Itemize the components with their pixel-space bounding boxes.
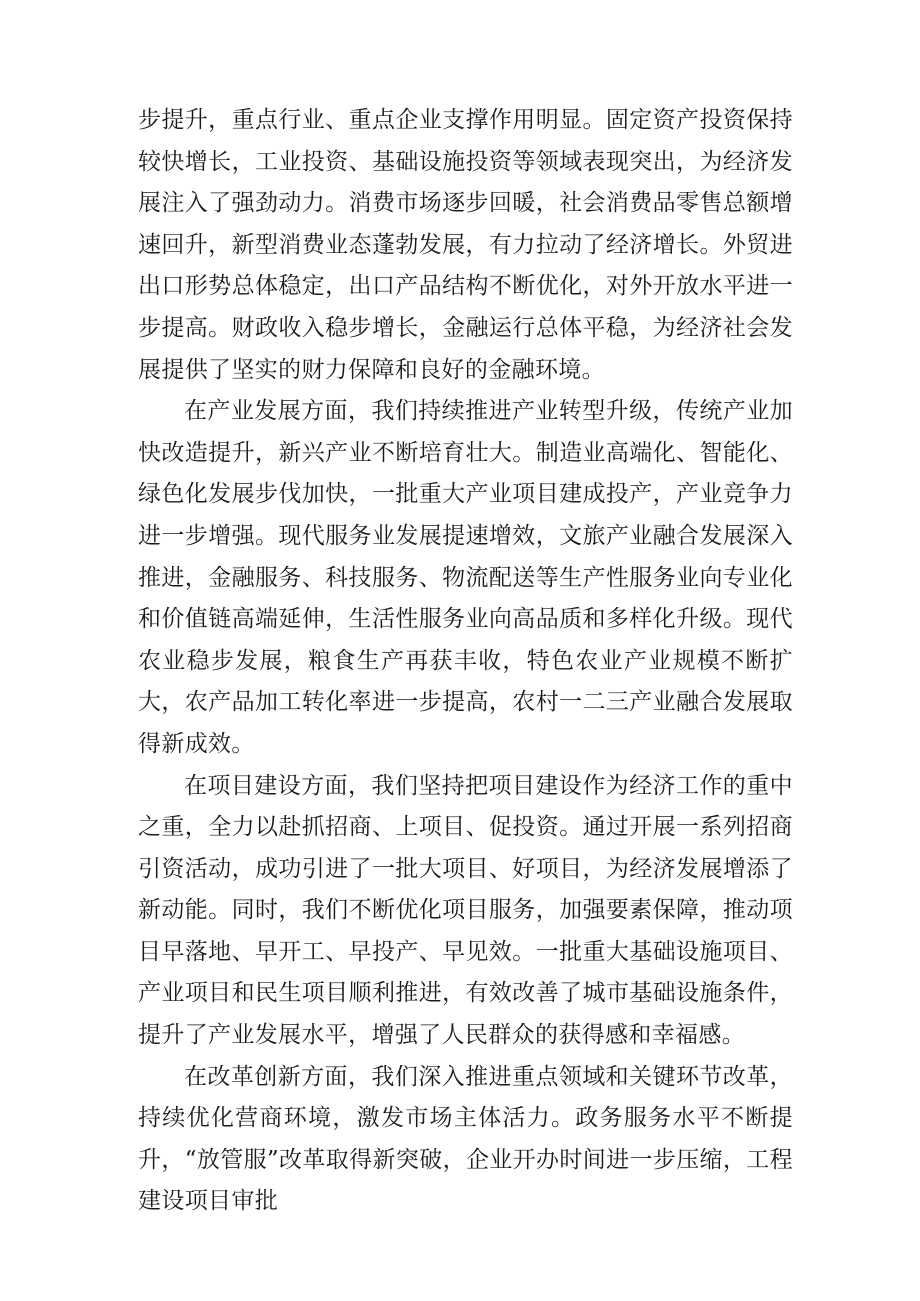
document-body <box>138 100 793 1223</box>
paragraph-economy: 步提升，重点行业、重点企业支撑作用明显。固定资产投资保持较快增长，工业投资、基础设施投资等领域表现突出，为经济发展注入了强劲动力。消费市场逐步回暖，社会消费品零售总额增速回升，新型消费业态蓬勃发展，有力拉动了经济增长。外贸进出口形势总体稳定，出口产品结构不断优化，对外开放水平进一步提高。财政收入稳步增长，金融运行总体平稳，为经济社会发展提供了坚实的财力保障和良好的金融环境。 <box>138 107 793 383</box>
paragraph-projects: 在项目建设方面，我们坚持把项目建设作为经济工作的重中之重，全力以赴抓招商、上项目、促投资。通过开展一系列招商引资活动，成功引进了一批大项目、好项目，为经济发展增添了新动能。同时，我们不断优化项目服务，加强要素保障，推动项目早落地、早开工、早投产、早见效。一批重大基础设施项目、产业项目和民生项目顺利推进，有效改善了城市基础设施条件，提升了产业发展水平，增强了人民群众的获得感和幸福感。 <box>138 772 793 1049</box>
paragraph-industry: 在产业发展方面，我们持续推进产业转型升级，传统产业加快改造提升，新兴产业不断培育壮大。制造业高端化、智能化、绿色化发展步伐加快，一批重大产业项目建成投产，产业竞争力进一步增强。现代服务业发展提速增效，文旅产业融合发展深入推进，金融服务、科技服务、物流配送等生产性服务业向专业化和价值链高端延伸，生活性服务业向高品质和多样化升级。现代农业稳步发展，粮食生产再获丰收，特色农业产业规模不断扩大，农产品加工转化率进一步提高，农村一二三产业融合发展取得新成效。 <box>138 398 793 757</box>
paragraph-reform: 在改革创新方面，我们深入推进重点领域和关键环节改革，持续优化营商环境，激发市场主体活力。政务服务水平不断提升，“放管服”改革取得新突破，企业开办时间进一步压缩，工程建设项目审批 <box>138 1063 793 1215</box>
